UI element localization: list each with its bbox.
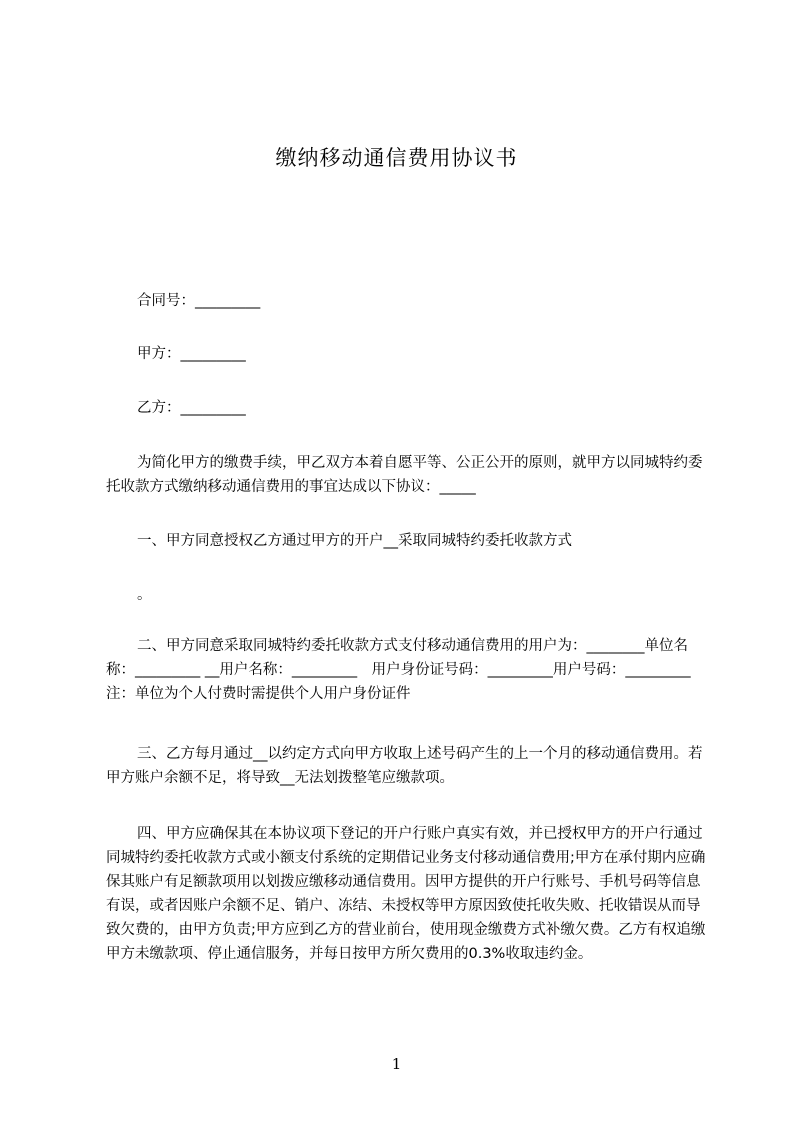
page-number: 1 (391, 1055, 402, 1073)
contract-number-line: 合同号：_________ (137, 293, 261, 309)
clause-3: 三、乙方每月通过__以约定方式向甲方收取上述号码产生的上一个月的移动通信费用。若甲方账户余额不足，将导致__无法划拨整笔应缴款项。 (106, 746, 703, 786)
party-a-line: 甲方：_________ (137, 346, 246, 362)
clause-4: 四、甲方应确保其在本协议项下登记的开户行账户真实有效，并已授权甲方的开户行通过同城特约委托收款方式或小额支付系统的定期借记业务支付移动通信费用;甲方在承付期内应确保其账户有足额款项用以划拨应缴移动通信费用。因甲方提供的开户行账号、手机号码等信息有误，或者因账户余额不足、销户、冻结、未授权等甲方原因致使托收失败、托收错误从而导致欠费的，由甲方负责;甲方应到乙方的营业前台，使用现金缴费方式补缴欠费。乙方有权追缴甲方未缴款项、停止通信服务，并每日按甲方所欠费用的0.3%收取违约金。 (106, 826, 706, 962)
document-title: 缴纳移动通信费用协议书 (275, 146, 518, 170)
intro-paragraph: 为简化甲方的缴费手续，甲乙双方本着自愿平等、公正公开的原则，就甲方以同城特约委托收款方式缴纳移动通信费用的事宜达成以下协议：_____ (106, 455, 703, 495)
clause-1-end: 。 (137, 587, 152, 603)
clause-2: 二、甲方同意采取同城特约委托收款方式支付移动通信费用的用户为：________单位名称：_________ __用户名称：_________ 用户身份证号码：_________用户号码：_________ 注：单位为个人付费时需提供个人用户身份证件 (106, 638, 691, 702)
clause-1: 一、甲方同意授权乙方通过甲方的开户__采取同城特约委托收款方式 (137, 533, 572, 549)
party-b-line: 乙方：_________ (137, 400, 246, 416)
